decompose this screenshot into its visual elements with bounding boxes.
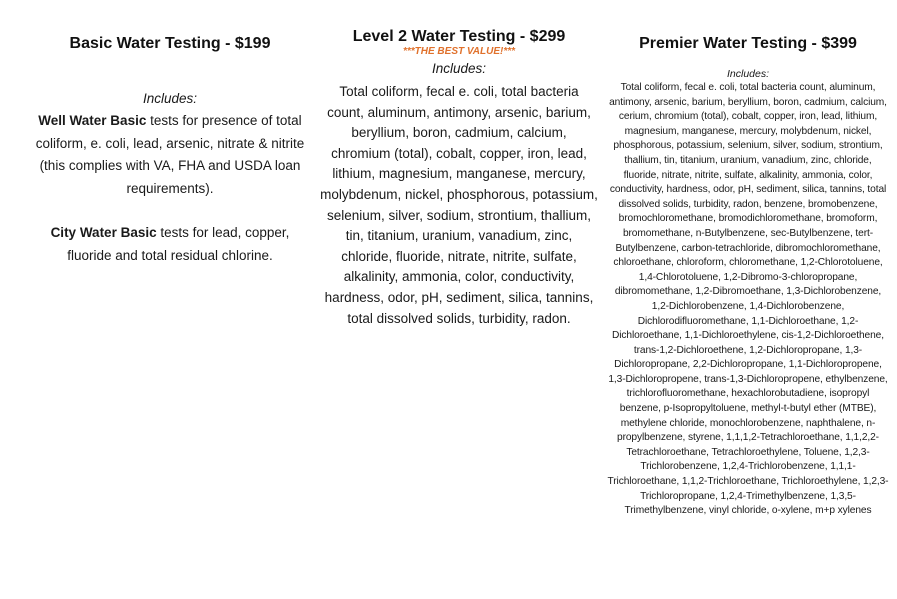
well-water-basic-description	[34, 110, 306, 200]
well-water-basic-label: Well Water Basic	[38, 113, 147, 128]
premier-testing-column	[606, 0, 890, 519]
premier-testing-title: Premier Water Testing - $399	[639, 35, 857, 52]
best-value-tagline: ***THE BEST VALUE!***	[402, 46, 516, 57]
paragraph-spacer	[34, 200, 306, 222]
basic-testing-title: Basic Water Testing - $199	[69, 35, 271, 52]
premier-includes-label: Includes:	[726, 68, 770, 80]
level2-testing-column	[320, 0, 598, 329]
city-water-basic-label: City Water Basic	[50, 225, 157, 240]
level2-includes-label: Includes:	[431, 61, 487, 76]
city-water-basic-text: tests for lead, copper, fluoride and total residual chlorine.	[67, 225, 290, 263]
well-water-basic-text: tests for presence of total coliform, e. coli, lead, arsenic, nitrate & nitrite (this complies with VA, FHA and USDA loan requirements).	[35, 113, 305, 196]
level2-testing-title: Level 2 Water Testing - $299	[352, 28, 566, 45]
basic-testing-column	[34, 0, 306, 267]
city-water-basic-description	[34, 222, 306, 267]
level2-description: Total coliform, fecal e. coli, total bacteria count, aluminum, antimony, arsenic, barium, beryllium, boron, cadmium, calcium, chromium (total), cobalt, copper, iron, lead, lithium, magnesium, manganese, mercury, molybdenum, nickel, phosphorous, potassium, selenium, silver, sodium, strontium, thallium, tin, titanium, uranium, vanadium, zinc, chloride, fluoride, nitrate, nitrite, sulfate, alkalinity, ammonia, color, conductivity, hardness, odor, pH, sediment, silica, tannins, total dissolved solids, turbidity, radon.	[320, 84, 598, 326]
basic-includes-label: Includes:	[142, 91, 198, 106]
premier-description: Total coliform, fecal e. coli, total bacteria count, aluminum, antimony, arsenic, barium, beryllium, boron, cadmium, calcium, cerium, chromium (total), cobalt, copper, iron, lead, lithium, magnesium, manganese, mercury, molybdenum, nickel, phosphorous, potassium, selenium, silver, sodium, strontium, thallium, tin, titanium, uranium, vanadium, zinc, chloride, fluoride, nitrate, nitrite, sulfate, alkalinity, ammonia, color, conductivity, hardness, odor, pH, sediment, silica, tannins, total dissolved solids, turbidity, radon, benzene, bromobenzene, bromochloromethane, bromodichloromethane, bromoform, bromomethane, n-Butylbenzene, sec-Butylbenzene, tert-Butylbenzene, carbon-tetrachloride, dibromochloromethane, chloroethane, chloroform, chloromethane, 1,2-Chlorotoluene, 1,4-Chlorotoluene, 1,2-Dibromo-3-chloropropane, dibromomethane, 1,2-Dibromoethane, 1,3-Dichlorobenzene, 1,2-Dichlorobenzene, 1,4-Dichlorobenzene, Dichlorodifluoromethane, 1,1-Dichloroethane, 1,2-Dichloroethane, 1,1-Dichloroethylene, cis-1,2-Dichloroethene, trans-1,2-Dichloroethene, 1,2-Dichloropropane, 1,3-Dichloropropane, 2,2-Dichloropropane, 1,1-Dichloropropene, 1,3-Dichloropropene, trans-1,3-Dichloropropene, ethylbenzene, trichlorofluoromethane, hexachlorobutadiene, isopropyl benzene, p-Isopropyltoluene, methyl-t-butyl ether (MTBE), methylene chloride, monochlorobenzene, naphthalene, n-propylbenzene, styrene, 1,1,1,2-Tetrachloroethane, 1,1,2,2-Tetrachloroethane, Tetrachloroethylene, Toluene, 1,2,3-Trichlorobenzene, 1,2,4-Trichlorobenzene, 1,1,1-Trichloroethane, 1,1,2-Trichloroethane, Trichloroethylene, 1,2,3-Trichloropropane, 1,2,4-Trimethylbenzene, 1,3,5-Trimethylbenzene, vinyl chloride, o-xylene, m+p xylenes	[607, 82, 889, 517]
